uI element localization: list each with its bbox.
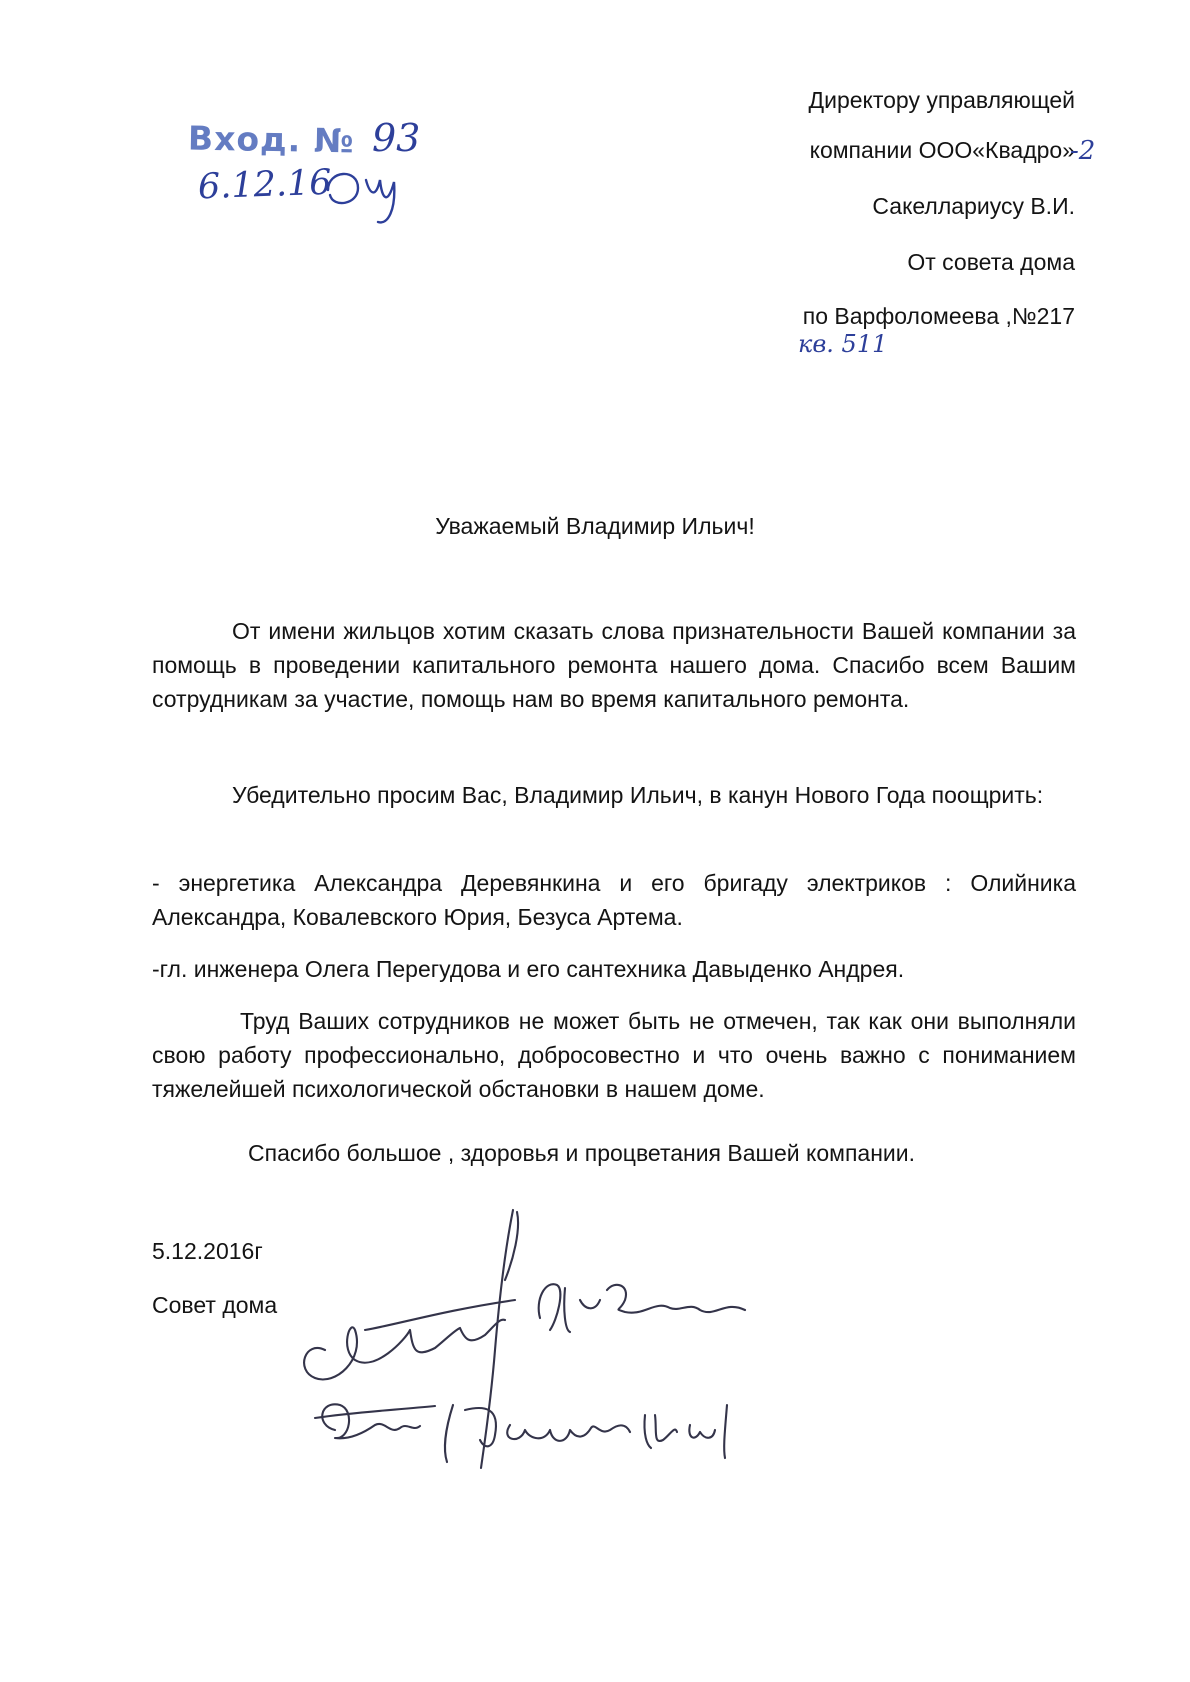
signatory-label: Совет дома <box>152 1292 278 1318</box>
list-item-2: -гл. инженера Олега Перегудова и его сантехника Давыденко Андрея. <box>152 956 905 982</box>
addressee-line-3: Сакеллариусу В.И. <box>872 193 1075 219</box>
stamp-label: Вход. № <box>187 118 355 161</box>
addressee-line-2: компании ООО«Квадро» <box>809 137 1075 163</box>
closing-line: Спасибо большое , здоровья и процветания Вашей компании. <box>248 1140 915 1166</box>
signatures-icon <box>295 1200 815 1480</box>
body-paragraph-3: Труд Ваших сотрудников не может быть не отмечен, так как они выполняли свою работу профессионально, добросовестно и что очень важно с пониманием тяжелейшей психологической обстановки в нашем доме. <box>152 1008 1076 1102</box>
salutation: Уважаемый Владимир Ильич! <box>435 513 755 539</box>
addressee-line-2-hand: -2 <box>1070 136 1096 166</box>
addressee-line-1: Директору управляющей <box>808 87 1075 113</box>
body-paragraph-2: Убедительно просим Вас, Владимир Ильич, в канун Нового Года поощрить: <box>232 782 1044 808</box>
body-paragraph-1: От имени жильцов хотим сказать слова признательности Вашей компании за помощь в проведении капитального ремонта нашего дома. Спасибо всем Вашим сотрудникам за участие, помощь нам во время капитального ремонта. <box>152 618 1076 712</box>
stamp-number: 93 <box>372 116 421 160</box>
addressee-line-5: по Варфоломеева ,№217 <box>802 303 1075 329</box>
list-item-1: - энергетика Александра Деревянкина и его бригаду электриков : Олийника Александра, Ковалевского Юрия, Безуса Артема. <box>152 870 1076 930</box>
stamp-initials-icon <box>318 160 428 230</box>
letter-date: 5.12.2016г <box>152 1238 263 1264</box>
stamp-date: 6.12.16 <box>197 162 333 208</box>
addressee-apartment-hand: кв. 511 <box>798 330 888 358</box>
incoming-stamp <box>188 119 355 161</box>
addressee-line-4: От совета дома <box>907 249 1075 275</box>
